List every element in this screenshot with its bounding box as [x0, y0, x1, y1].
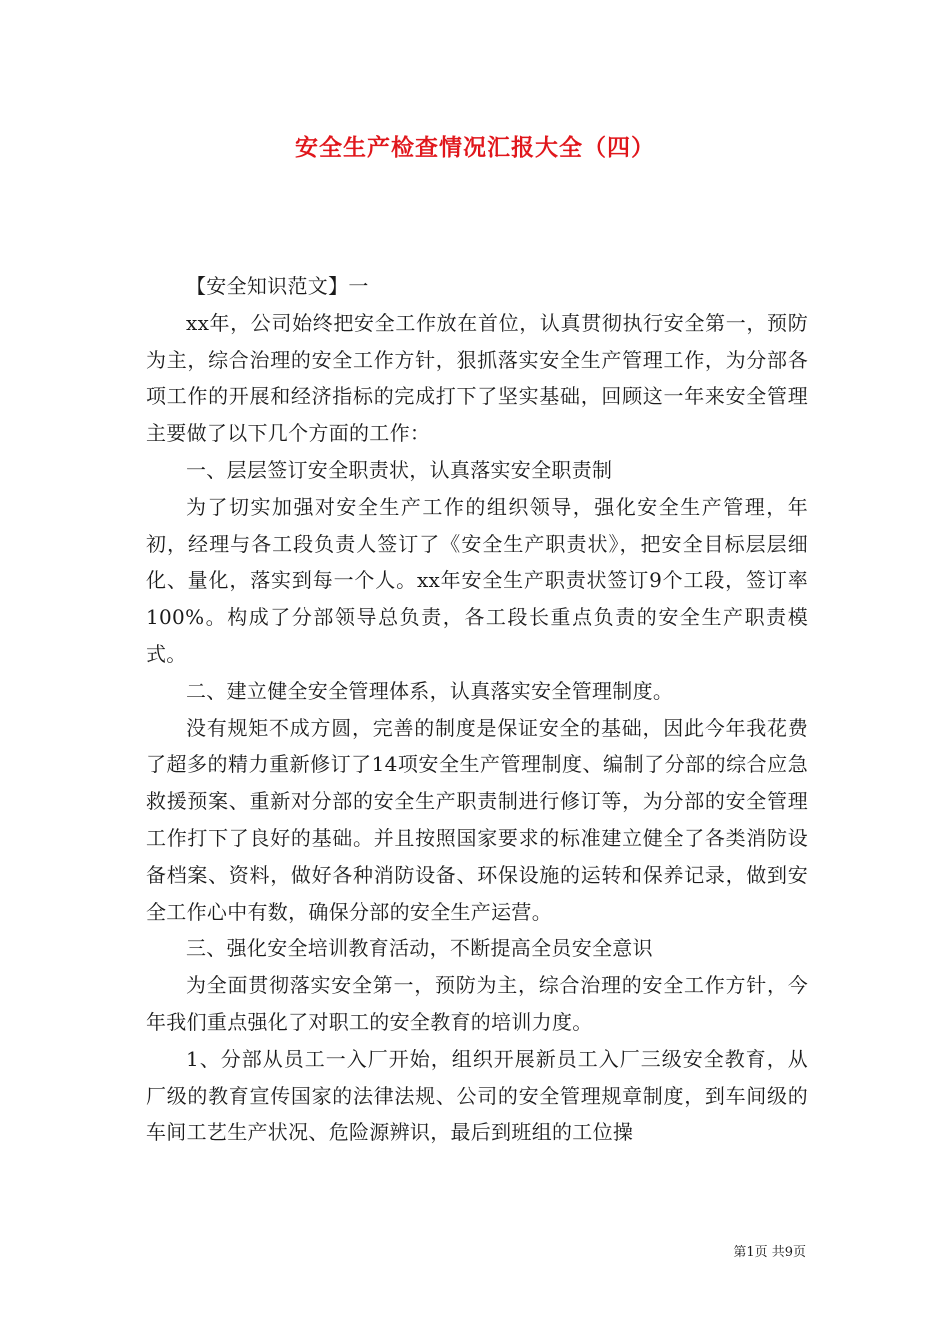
paragraph-section-label: 【安全知识范文】一: [186, 274, 369, 298]
paragraph-intro: xx年，公司始终把安全工作放在首位，认真贯彻执行安全第一，预防为主，综合治理的安全工作方针，狠抓落实安全生产管理工作，为分部各项工作的开展和经济指标的完成打下了坚实基础，回顾这一年来安全管理主要做了以下几个方面的工作：: [146, 310, 808, 446]
document-body: [146, 268, 808, 1151]
page-number: 第1页 共9页: [733, 1245, 806, 1260]
paragraph-section-one: 为了切实加强对安全生产工作的组织领导，强化安全生产管理，年初，经理与各工段负责人签订了《安全生产职责状》，把安全目标层层细化、量化，落实到每一个人。xx年安全生产职责状签订9个工段，签订率100%。构成了分部领导总负责，各工段长重点负责的安全生产职责模式。: [146, 494, 808, 666]
document-title: 安全生产检查情况汇报大全（四）: [295, 134, 655, 161]
paragraph-section-three: 为全面贯彻落实安全第一，预防为主，综合治理的安全工作方针，今年我们重点强化了对职工的安全教育的培训力度。: [146, 973, 808, 1034]
heading-section-three: 三、强化安全培训教育活动，不断提高全员安全意识: [186, 936, 653, 961]
heading-section-two: 二、建立健全安全管理体系，认真落实安全管理制度。: [186, 678, 674, 703]
heading-section-one: 一、层层签订安全职责状，认真落实安全职责制: [186, 457, 613, 482]
paragraph-section-two: 没有规矩不成方圆，完善的制度是保证安全的基础，因此今年我花费了超多的精力重新修订了14项安全生产管理制度、编制了分部的综合应急救援预案、重新对分部的安全生产职责制进行修订等，为分部的安全管理工作打下了良好的基础。并且按照国家要求的标准建立健全了各类消防设备档案、资料，做好各种消防设备、环保设施的运转和保养记录，做到安全工作心中有数，确保分部的安全生产运营。: [146, 715, 808, 924]
paragraph-item-one: 1、分部从员工一入厂开始，组织开展新员工入厂三级安全教育，从厂级的教育宣传国家的法律法规、公司的安全管理规章制度，到车间级的车间工艺生产状况、危险源辨识，最后到班组的工位操: [146, 1046, 808, 1145]
